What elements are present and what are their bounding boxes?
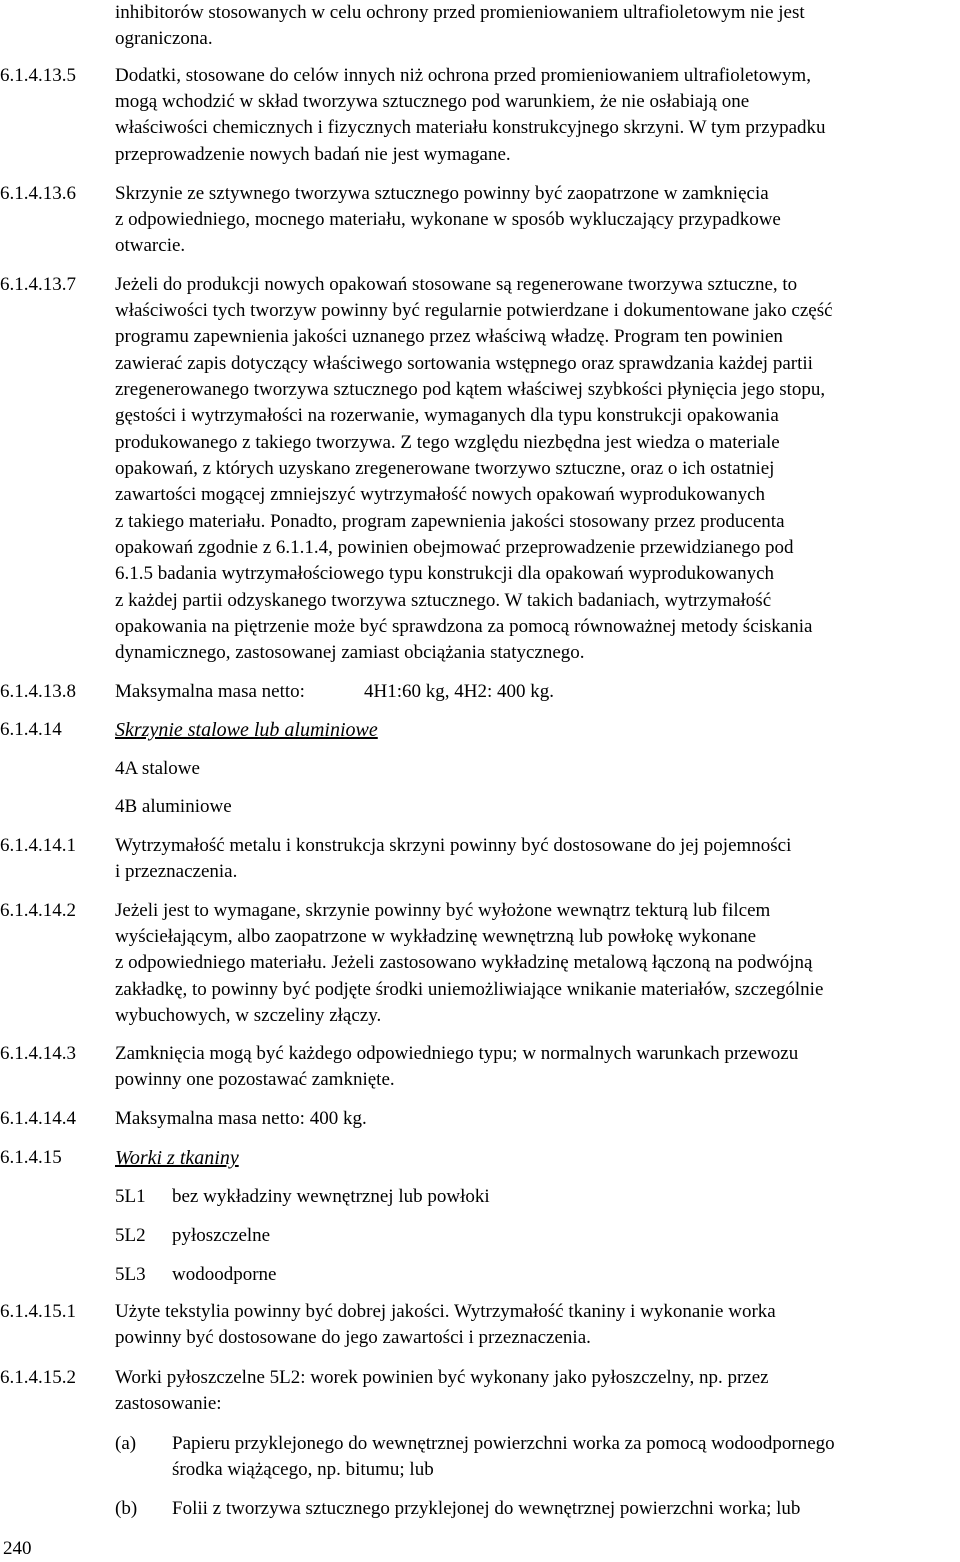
max-net-mass-value: 4H1:60 kg, 4H2: 400 kg. <box>364 681 554 702</box>
packaging-type: 4B aluminiowe <box>115 796 232 817</box>
text-line: i przeznaczenia. <box>115 861 238 882</box>
text-line: zawartości mogącej zmniejszyć wytrzymałość nowych opakowań wyprodukowanych <box>115 484 766 505</box>
text-line: Zamknięcia mogą być każdego odpowiedniego typu; w normalnych warunkach przewozu <box>115 1043 799 1064</box>
text-line: Jeżeli jest to wymagane, skrzynie powinny być wyłożone wewnątrz tekturą lub filcem <box>115 900 771 921</box>
text-line: z każdej partii odzyskanego tworzywa sztucznego. W takich badaniach, wytrzymałość <box>115 590 772 611</box>
text-line: mogą wchodzić w skład tworzywa sztucznego pod warunkiem, że nie osłabiają one <box>115 91 750 112</box>
text-line: zastosowanie: <box>115 1393 222 1414</box>
section-number: 6.1.4.14.4 <box>0 1108 76 1129</box>
packaging-code: 5L1 <box>115 1186 146 1207</box>
list-item-text: Folii z tworzywa sztucznego przyklejonej do wewnętrznej powierzchni worka; lub <box>172 1498 801 1519</box>
section-number: 6.1.4.14.1 <box>0 835 76 856</box>
text-line: właściwości chemicznych i fizycznych materiału konstrukcyjnego skrzyni. W tym przypadku <box>115 117 826 138</box>
text-line: wybuchowych, w szczeliny złączy. <box>115 1005 382 1026</box>
section-heading: Worki z tkaniny <box>115 1147 239 1169</box>
text-line: z takiego materiału. Ponadto, program zapewnienia jakości stosowany przez producenta <box>115 511 785 532</box>
packaging-type: 4A stalowe <box>115 758 200 779</box>
text-line: Użyte tekstylia powinny być dobrej jakości. Wytrzymałość tkaniny i wykonanie worka <box>115 1301 776 1322</box>
text-line: Skrzynie ze sztywnego tworzywa sztucznego powinny być zaopatrzone w zamknięcia <box>115 183 769 204</box>
section-number: 6.1.4.15.2 <box>0 1367 76 1388</box>
text-line: wyściełającym, albo zaopatrzone w wykładzinę wewnętrzną lub powłokę wykonane <box>115 926 757 947</box>
packaging-description: pyłoszczelne <box>172 1225 271 1246</box>
text-line: produkowanego z takiego tworzywa. Z tego względu niezbędna jest wiedza o materiale <box>115 432 780 453</box>
text-line: z odpowiedniego, mocnego materiału, wykonane w sposób wykluczający przypadkowe <box>115 209 781 230</box>
text-line: powinny być dostosowane do jego zawartości i przeznaczenia. <box>115 1327 591 1348</box>
section-number: 6.1.4.14.3 <box>0 1043 76 1064</box>
text-line: Jeżeli do produkcji nowych opakowań stosowane są regenerowane tworzywa sztuczne, to <box>115 274 798 295</box>
text-line: przeprowadzenie nowych badań nie jest wymagane. <box>115 144 511 165</box>
section-number: 6.1.4.15 <box>0 1147 62 1168</box>
section-number: 6.1.4.14 <box>0 719 62 740</box>
section-number: 6.1.4.13.5 <box>0 65 76 86</box>
text-line: zawierać zapis dotyczący właściwego sortowania wstępnego oraz sprawdzania każdej partii <box>115 353 813 374</box>
text-line: opakowań, z których uzyskano zregenerowane tworzywo sztuczne, oraz o ich ostatniej <box>115 458 775 479</box>
text-line: właściwości tych tworzyw powinny być regularnie potwierdzane i dokumentowane jako część <box>115 300 833 321</box>
text-line: dynamicznego, zastosowanej zamiast obciążania statycznego. <box>115 642 585 663</box>
section-heading: Skrzynie stalowe lub aluminiowe <box>115 719 378 741</box>
packaging-code: 5L3 <box>115 1264 146 1285</box>
section-number: 6.1.4.13.7 <box>0 274 76 295</box>
text-line: powinny one pozostawać zamknięte. <box>115 1069 395 1090</box>
text-line: Worki pyłoszczelne 5L2: worek powinien być wykonany jako pyłoszczelny, np. przez <box>115 1367 769 1388</box>
packaging-description: wodoodporne <box>172 1264 277 1285</box>
max-net-mass-label: Maksymalna masa netto: <box>115 681 305 702</box>
text-line: opakowania na piętrzenie może być sprawdzona za pomocą równoważnej metody ściskania <box>115 616 813 637</box>
text-line: programu zapewnienia jakości uznanego przez właściwą władzę. Program ten powinien <box>115 326 783 347</box>
list-item-text: Papieru przyklejonego do wewnętrznej powierzchni worka za pomocą wodoodpornego <box>172 1433 835 1454</box>
text-line: zakładkę, to powinny być podjęte środki uniemożliwiające wnikanie materiałów, szczególnie <box>115 979 824 1000</box>
list-item-label: (a) <box>115 1433 137 1454</box>
packaging-code: 5L2 <box>115 1225 146 1246</box>
text-line: Maksymalna masa netto: 400 kg. <box>115 1108 367 1129</box>
text-line: zregenerowanego tworzywa sztucznego pod kątem właściwej szybkości płynięcia jego stopu, <box>115 379 826 400</box>
text-line: otwarcie. <box>115 235 186 256</box>
text-line: Wytrzymałość metalu i konstrukcja skrzyni powinny być dostosowane do jej pojemności <box>115 835 792 856</box>
list-item-label: (b) <box>115 1498 138 1519</box>
text-line: 6.1.5 badania wytrzymałościowego typu konstrukcji dla opakowań wyprodukowanych <box>115 563 775 584</box>
packaging-description: bez wykładziny wewnętrznej lub powłoki <box>172 1186 490 1207</box>
section-number: 6.1.4.14.2 <box>0 900 76 921</box>
text-line: Dodatki, stosowane do celów innych niż ochrona przed promieniowaniem ultrafioletowym, <box>115 65 811 86</box>
section-number: 6.1.4.13.6 <box>0 183 76 204</box>
text-line: gęstości i wytrzymałości na rozerwanie, wymaganych dla typu konstrukcji opakowania <box>115 405 779 426</box>
text-line: opakowań zgodnie z 6.1.1.4, powinien obejmować przeprowadzenie przewidzianego pod <box>115 537 794 558</box>
section-number: 6.1.4.13.8 <box>0 681 76 702</box>
section-number: 6.1.4.15.1 <box>0 1301 76 1322</box>
text-line: z odpowiedniego materiału. Jeżeli zastosowano wykładzinę metalową łączoną na podwójną <box>115 952 813 973</box>
text-line: ograniczona. <box>115 28 213 49</box>
page-number: 240 <box>3 1538 32 1559</box>
list-item-text: środka wiążącego, np. bitumu; lub <box>172 1459 434 1480</box>
text-line: inhibitorów stosowanych w celu ochrony przed promieniowaniem ultrafioletowym nie jest <box>115 2 805 23</box>
